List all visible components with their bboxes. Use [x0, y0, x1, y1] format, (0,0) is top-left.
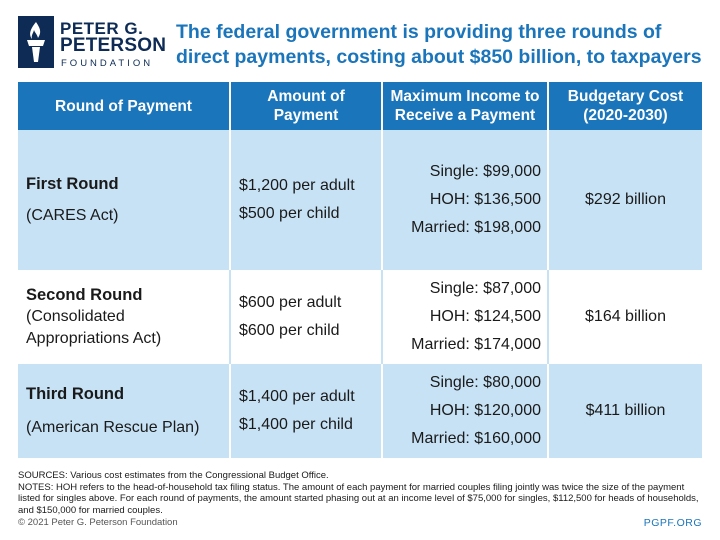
sources-text: SOURCES: Various cost estimates from the Congressional Budget Office. [18, 470, 329, 481]
torch-icon [18, 16, 54, 68]
income-cell [382, 130, 548, 270]
cost-cell: $292 billion [548, 130, 702, 270]
payments-table [18, 82, 702, 458]
round-name: Second Round [26, 286, 143, 304]
income-cell [382, 270, 548, 364]
income-single: Single: $99,000 [429, 163, 541, 180]
logo-text-line1: PETER G. [60, 19, 144, 38]
table-header-row [18, 82, 702, 130]
notes-text: NOTES: HOH refers to the head-of-household tax filing status. The amount of each payment for married couples filing jointly was twice the size of the payment listed for singles above. For each round of payments, the amount started phasing out at an income level of $75,000 for singles, $112,500 for heads of households, and $150,000 for married couples. [18, 481, 699, 516]
amount-child: $600 per child [239, 322, 340, 339]
round-cell [18, 130, 230, 270]
round-act: (Consolidated Appropriations Act) [26, 308, 162, 347]
table-row [18, 130, 702, 270]
copyright: © 2021 Peter G. Peterson Foundation [18, 517, 178, 528]
income-married: Married: $174,000 [411, 336, 541, 353]
logo-text-line3: FOUNDATION [61, 58, 154, 69]
amount-cell [230, 130, 382, 270]
round-cell [18, 270, 230, 364]
income-single: Single: $80,000 [429, 374, 541, 391]
table-row [18, 364, 702, 458]
amount-child: $500 per child [239, 205, 340, 222]
round-act: (American Rescue Plan) [26, 419, 200, 436]
amount-adult: $1,200 per adult [239, 177, 355, 194]
income-hoh: HOH: $136,500 [429, 191, 541, 208]
cost-cell: $411 billion [548, 364, 702, 458]
pgpf-logo[interactable] [18, 16, 167, 69]
round-act: (CARES Act) [26, 207, 119, 224]
site-link[interactable]: PGPF.ORG [643, 517, 702, 529]
income-hoh: HOH: $124,500 [429, 308, 541, 325]
amount-cell [230, 364, 382, 458]
amount-adult: $600 per adult [239, 294, 342, 311]
logo-text-line2: PETERSON [60, 35, 167, 56]
header [0, 0, 720, 80]
source-notes [18, 470, 702, 516]
income-cell [382, 364, 548, 458]
amount-adult: $1,400 per adult [239, 388, 355, 405]
income-married: Married: $198,000 [411, 219, 541, 236]
table-row [18, 270, 702, 364]
header-amount: Amount of Payment [230, 82, 382, 130]
header-max-income: Maximum Income to Receive a Payment [382, 82, 548, 130]
round-name: Third Round [26, 385, 125, 403]
income-married: Married: $160,000 [411, 430, 541, 447]
round-cell [18, 364, 230, 458]
round-name: First Round [26, 175, 119, 193]
page-title: The federal government is providing three rounds of direct payments, costing about $850 billion, to taxpayers [176, 21, 702, 68]
header-cost: Budgetary Cost (2020-2030) [548, 82, 702, 130]
cost-cell: $164 billion [548, 270, 702, 364]
income-single: Single: $87,000 [429, 280, 541, 297]
header-round: Round of Payment [18, 82, 230, 130]
amount-child: $1,400 per child [239, 416, 353, 433]
amount-cell [230, 270, 382, 364]
income-hoh: HOH: $120,000 [429, 402, 541, 419]
